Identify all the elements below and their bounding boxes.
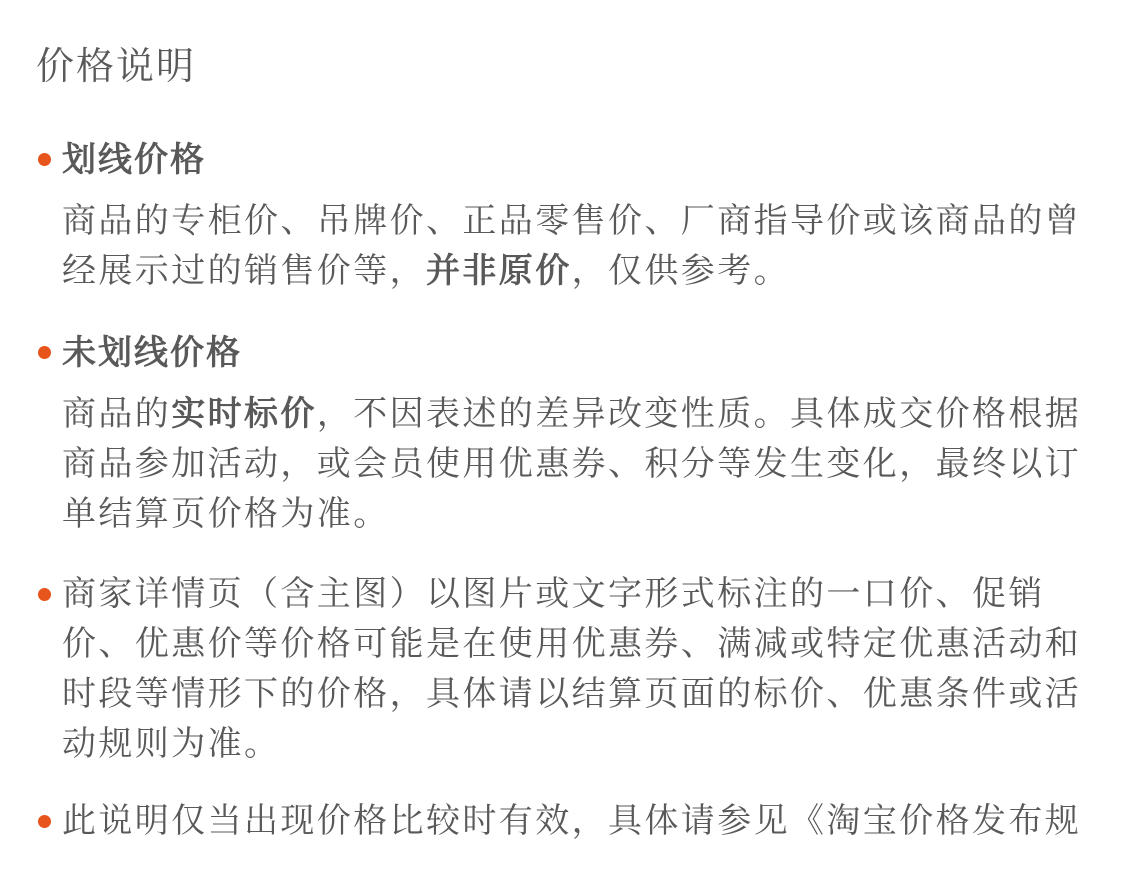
body-text: ，不因表述的差异改变性质。具体成交价格根据商品参加活动，或会员使用优惠券、积分等发生变化，最终以订单结算页价格为准。 xyxy=(62,395,1082,533)
bullet-dot-icon xyxy=(38,346,51,359)
bullet-dot-icon xyxy=(38,588,51,601)
section-paragraph xyxy=(62,196,1092,296)
body-text: 商品的 xyxy=(62,395,172,433)
section-paragraph xyxy=(62,389,1092,539)
emphasized-text: 实时标价 xyxy=(171,395,317,433)
page-title: 价格说明 xyxy=(36,46,197,88)
section-paragraph xyxy=(62,796,1092,846)
body-text: 此说明仅当出现价格比较时有效，具体请参见《淘宝价格发布规 xyxy=(62,802,1082,840)
section-paragraph xyxy=(62,569,1092,769)
section-heading-non-strikethrough-price: 未划线价格 xyxy=(62,334,242,372)
body-text: 商品的专柜价、吊牌价、正品零售价、厂商指导价或该商品的曾经展示过的销售价等， xyxy=(62,202,1082,290)
section-price-comparison-note xyxy=(36,796,1092,846)
body-text: ，仅供参考。 xyxy=(571,252,791,290)
section-non-strikethrough-price xyxy=(36,331,1092,539)
section-strikethrough-price xyxy=(36,138,1092,296)
section-merchant-detail-page xyxy=(36,569,1092,769)
price-explanation-page xyxy=(0,46,1125,890)
emphasized-text: 并非原价 xyxy=(426,252,572,290)
bullet-dot-icon xyxy=(38,815,51,828)
section-heading-strikethrough-price: 划线价格 xyxy=(62,141,206,179)
body-text: 商家详情页（含主图）以图片或文字形式标注的一口价、促销价、优惠价等价格可能是在使用优惠券、满减或特定优惠活动和时段等情形下的价格，具体请以结算页面的标价、优惠条件或活动规则为准。 xyxy=(62,575,1082,763)
bullet-dot-icon xyxy=(38,153,51,166)
